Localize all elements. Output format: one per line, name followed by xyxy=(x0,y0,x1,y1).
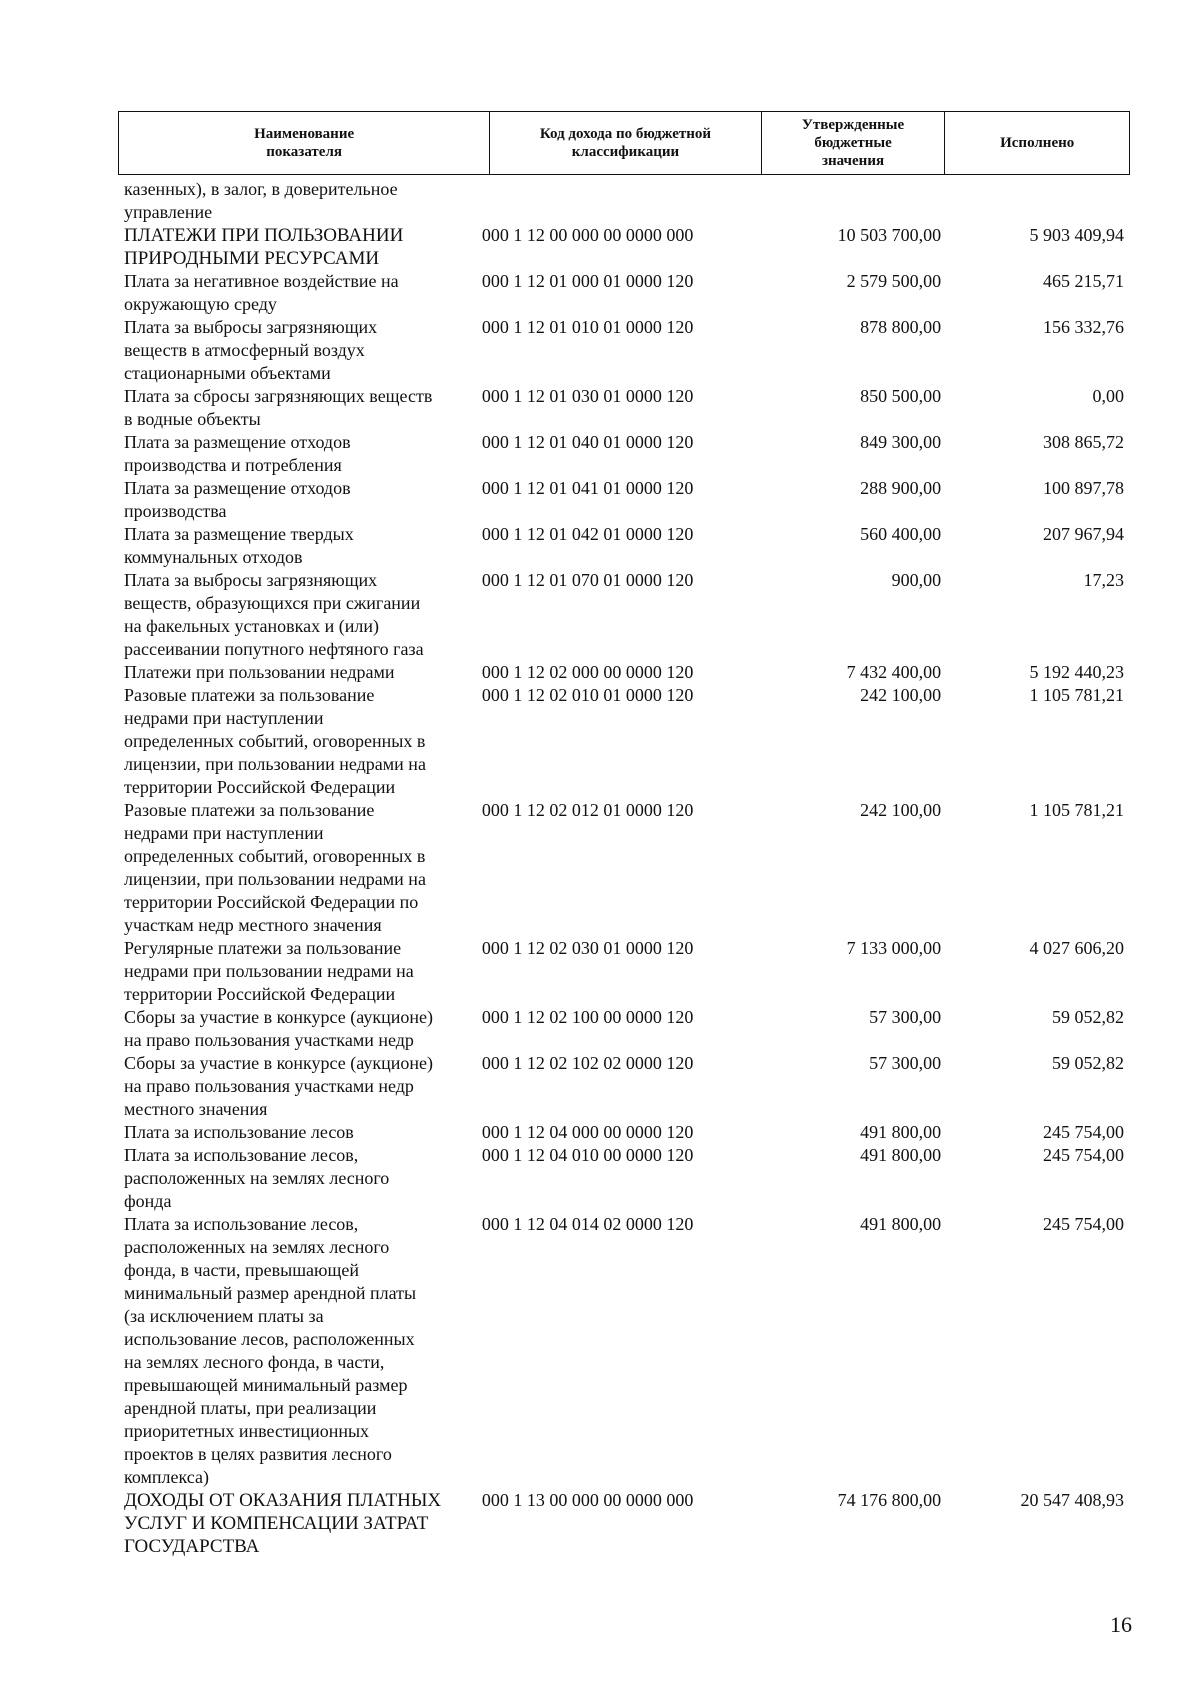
row-approved: 7 432 400,00 xyxy=(846,662,942,682)
header-approved xyxy=(762,112,946,174)
row-approved: 491 800,00 xyxy=(860,1214,942,1234)
row-executed: 156 332,76 xyxy=(1043,317,1124,337)
row-approved: 560 400,00 xyxy=(860,524,942,544)
row-name: казенных), в залог, в доверительное управление xyxy=(124,179,398,222)
row-executed: 5 903 409,94 xyxy=(1029,225,1124,245)
row-code: 000 1 12 01 000 01 0000 120 xyxy=(481,271,694,291)
row-name: Плата за сбросы загрязняющих веществ в водные объекты xyxy=(124,386,433,429)
row-executed: 20 547 408,93 xyxy=(1020,1490,1124,1510)
row-name: Плата за выбросы загрязняющих веществ в атмосферный воздух стационарными объектами xyxy=(124,317,378,383)
row-approved: 849 300,00 xyxy=(860,432,942,452)
row-code: 000 1 12 04 010 00 0000 120 xyxy=(481,1145,694,1165)
row-name: Разовые платежи за пользование недрами при наступлении определенных событий, оговоренных в лицензии, при пользовании недрами на территории Российской Федерации xyxy=(124,685,426,797)
row-code: 000 1 12 01 070 01 0000 120 xyxy=(481,570,694,590)
row-code: 000 1 12 00 000 00 0000 000 xyxy=(481,225,694,245)
table-row xyxy=(124,523,1124,569)
table-row xyxy=(124,799,1124,937)
header-code-text: Код дохода по бюджетной классификации xyxy=(539,126,712,160)
row-approved: 74 176 800,00 xyxy=(837,1490,942,1510)
row-executed: 100 897,78 xyxy=(1043,478,1124,498)
table-row xyxy=(124,431,1124,477)
header-executed xyxy=(945,112,1129,174)
row-code: 000 1 12 01 041 01 0000 120 xyxy=(481,478,694,498)
table-row xyxy=(124,1213,1124,1489)
row-name: Плата за размещение твердых коммунальных отходов xyxy=(124,524,354,567)
row-executed: 207 967,94 xyxy=(1043,524,1124,544)
row-code: 000 1 12 02 000 00 0000 120 xyxy=(481,662,694,682)
row-approved: 242 100,00 xyxy=(860,685,942,705)
table-row xyxy=(124,1144,1124,1213)
row-executed: 245 754,00 xyxy=(1043,1122,1124,1142)
table-row xyxy=(124,316,1124,385)
row-executed: 59 052,82 xyxy=(1052,1007,1124,1027)
row-executed: 465 215,71 xyxy=(1043,271,1124,291)
table-row xyxy=(124,270,1124,316)
row-name: Плата за негативное воздействие на окружающую среду xyxy=(124,271,399,314)
header-approved-text: Утвержденные бюджетные значения xyxy=(801,117,905,169)
header-executed-text: Исполнено xyxy=(1000,135,1075,151)
table-row xyxy=(124,477,1124,523)
row-code: 000 1 12 02 012 01 0000 120 xyxy=(481,800,694,820)
table-row xyxy=(124,569,1124,661)
row-name: Плата за размещение отходов производства и потребления xyxy=(124,432,351,475)
row-approved: 491 800,00 xyxy=(860,1145,942,1165)
row-executed: 308 865,72 xyxy=(1043,432,1124,452)
row-code: 000 1 12 01 010 01 0000 120 xyxy=(481,317,694,337)
row-approved xyxy=(748,178,941,224)
row-approved: 2 579 500,00 xyxy=(846,271,942,291)
row-code: 000 1 12 04 014 02 0000 120 xyxy=(481,1214,694,1234)
row-approved: 288 900,00 xyxy=(860,478,942,498)
row-approved: 878 800,00 xyxy=(860,317,942,337)
table-row xyxy=(124,1489,1124,1558)
row-code: 000 1 12 01 040 01 0000 120 xyxy=(481,432,694,452)
row-executed: 59 052,82 xyxy=(1052,1053,1124,1073)
row-name: Плата за использование лесов, расположенных на землях лесного фонда, в части, превышающей минимальный размер арендной платы (за исключением платы за использование лесов, расположенных на землях лесного фонда, в части, превышающей минимальный размер арендной платы, при реализации приоритетных инвестиционных проектов в целях развития лесного комплекса) xyxy=(124,1214,417,1487)
row-name: Плата за размещение отходов производства xyxy=(124,478,351,521)
row-name: Регулярные платежи за пользование недрами при пользовании недрами на территории Российской Федерации xyxy=(124,938,414,1004)
row-executed: 1 105 781,21 xyxy=(1029,685,1124,705)
row-code: 000 1 12 01 030 01 0000 120 xyxy=(481,386,694,406)
row-approved: 57 300,00 xyxy=(869,1053,942,1073)
row-approved: 900,00 xyxy=(891,570,942,590)
table-row xyxy=(124,1006,1124,1052)
row-name: Разовые платежи за пользование недрами при наступлении определенных событий, оговоренных в лицензии, при пользовании недрами на территории Российской Федерации по участкам недр местного значения xyxy=(124,800,426,935)
table-row xyxy=(124,385,1124,431)
row-executed: 17,23 xyxy=(1083,570,1124,590)
header-code xyxy=(490,112,761,174)
table-row xyxy=(124,1121,1124,1144)
row-code: 000 1 12 04 000 00 0000 120 xyxy=(481,1122,694,1142)
row-executed: 1 105 781,21 xyxy=(1029,800,1124,820)
table-header xyxy=(118,111,1130,175)
header-name xyxy=(119,112,490,174)
row-name: ПЛАТЕЖИ ПРИ ПОЛЬЗОВАНИИ ПРИРОДНЫМИ РЕСУРСАМИ xyxy=(124,225,404,269)
row-executed: 0,00 xyxy=(1092,386,1124,406)
row-executed: 5 192 440,23 xyxy=(1029,662,1124,682)
row-approved: 491 800,00 xyxy=(860,1122,942,1142)
row-name: Плата за использование лесов xyxy=(124,1122,354,1142)
header-name-text: Наименование показателя xyxy=(254,126,355,160)
row-executed: 245 754,00 xyxy=(1043,1214,1124,1234)
row-name: Платежи при пользовании недрами xyxy=(124,662,395,682)
page-number: 16 xyxy=(1110,1612,1132,1637)
row-name: Плата за выбросы загрязняющих веществ, образующихся при сжигании на факельных установках и (или) рассеивании попутного нефтяного газа xyxy=(124,570,424,659)
row-name: Сборы за участие в конкурсе (аукционе) на право пользования участками недр xyxy=(124,1007,433,1050)
table-row xyxy=(124,684,1124,799)
table-row xyxy=(124,1052,1124,1121)
row-code: 000 1 12 02 100 00 0000 120 xyxy=(481,1007,694,1027)
row-code: 000 1 12 02 010 01 0000 120 xyxy=(481,685,694,705)
row-name: Сборы за участие в конкурсе (аукционе) на право пользования участками недр местного значения xyxy=(124,1053,433,1119)
row-approved: 850 500,00 xyxy=(860,386,942,406)
row-name: ДОХОДЫ ОТ ОКАЗАНИЯ ПЛАТНЫХ УСЛУГ И КОМПЕНСАЦИИ ЗАТРАТ ГОСУДАРСТВА xyxy=(124,1490,442,1557)
row-approved: 57 300,00 xyxy=(869,1007,942,1027)
row-code xyxy=(476,178,748,224)
row-approved: 10 503 700,00 xyxy=(837,225,942,245)
row-approved: 7 133 000,00 xyxy=(846,938,942,958)
row-executed: 245 754,00 xyxy=(1043,1145,1124,1165)
row-code: 000 1 13 00 000 00 0000 000 xyxy=(481,1490,694,1510)
row-approved: 242 100,00 xyxy=(860,800,942,820)
row-code: 000 1 12 02 102 02 0000 120 xyxy=(481,1053,694,1073)
row-executed: 4 027 606,20 xyxy=(1029,938,1124,958)
row-executed xyxy=(941,178,1124,224)
row-code: 000 1 12 01 042 01 0000 120 xyxy=(481,524,694,544)
table-body xyxy=(124,178,1124,1558)
table-row xyxy=(124,224,1124,270)
table-row xyxy=(124,937,1124,1006)
row-code: 000 1 12 02 030 01 0000 120 xyxy=(481,938,694,958)
table-row xyxy=(124,661,1124,684)
row-name: Плата за использование лесов, расположенных на землях лесного фонда xyxy=(124,1145,390,1211)
table-row xyxy=(124,178,1124,224)
